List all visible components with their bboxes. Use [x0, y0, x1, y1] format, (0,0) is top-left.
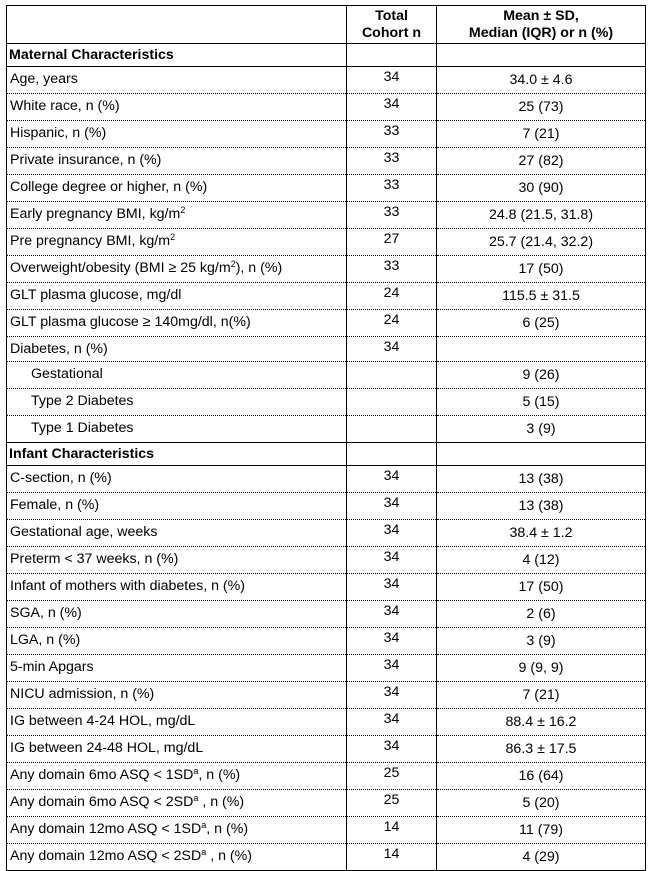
row-label — [7, 736, 347, 763]
row-label-text: Diabetes, n (%) — [10, 341, 108, 357]
table-row — [7, 229, 646, 256]
row-label-text: C-section, n (%) — [10, 470, 112, 487]
row-cohort-n: 24 — [347, 310, 437, 337]
table-row — [7, 790, 646, 817]
row-cohort-n: 34 — [347, 547, 437, 574]
table-row — [7, 520, 646, 547]
section-empty-cell — [347, 443, 437, 466]
row-summary-value — [437, 337, 646, 362]
row-summary-value: 2 (6) — [437, 601, 646, 628]
row-cohort-n: 34 — [347, 94, 437, 121]
row-cohort-n: 34 — [347, 337, 437, 362]
row-label-superscript: a — [201, 820, 207, 831]
row-label — [7, 790, 347, 817]
row-cohort-n: 25 — [347, 763, 437, 790]
row-label-text: Type 1 Diabetes — [31, 420, 134, 437]
row-label — [7, 601, 347, 628]
row-label-superscript: 2 — [230, 259, 236, 269]
row-label-superscript: 2 — [170, 232, 176, 242]
row-label — [7, 389, 347, 416]
table-row — [7, 601, 646, 628]
row-label-text: LGA, n (%) — [10, 632, 81, 649]
row-label — [7, 628, 347, 655]
section-header-row — [7, 443, 646, 466]
row-label-text: Hispanic, n (%) — [10, 125, 107, 141]
row-cohort-n: 33 — [347, 121, 437, 148]
table-row — [7, 763, 646, 790]
row-label-text: GLT plasma glucose, mg/dl — [10, 287, 182, 303]
row-cohort-n: 34 — [347, 574, 437, 601]
row-label-suffix: , n (%) — [206, 821, 249, 838]
row-label-text: Private insurance, n (%) — [10, 152, 162, 168]
row-label — [7, 493, 347, 520]
row-label — [7, 466, 347, 493]
row-label — [7, 229, 347, 256]
row-summary-value: 25 (73) — [437, 94, 646, 121]
row-cohort-n: 34 — [347, 655, 437, 682]
row-summary-value: 30 (90) — [437, 175, 646, 202]
row-label-superscript: 2 — [180, 205, 186, 215]
row-label — [7, 94, 347, 121]
row-label — [7, 547, 347, 574]
table-row — [7, 709, 646, 736]
row-cohort-n: 14 — [347, 817, 437, 844]
table-row — [7, 466, 646, 493]
row-cohort-n — [347, 362, 437, 389]
row-summary-value: 17 (50) — [437, 256, 646, 283]
row-label — [7, 121, 347, 148]
row-cohort-n: 33 — [347, 175, 437, 202]
row-cohort-n — [347, 389, 437, 416]
row-label — [7, 520, 347, 547]
table-row — [7, 67, 646, 94]
section-title: Infant Characteristics — [7, 443, 347, 466]
row-label — [7, 817, 347, 844]
row-cohort-n: 34 — [347, 736, 437, 763]
table-header-row — [7, 6, 646, 44]
row-label-text: Any domain 6mo ASQ < 1SD — [10, 767, 194, 784]
table-body — [7, 44, 646, 871]
row-summary-value: 27 (82) — [437, 148, 646, 175]
row-label-text: Infant of mothers with diabetes, n (%) — [10, 578, 245, 595]
table-row — [7, 493, 646, 520]
row-label-suffix: , n (%) — [198, 794, 245, 811]
row-label-suffix: ), n (%) — [235, 260, 283, 276]
row-summary-value: 9 (9, 9) — [437, 655, 646, 682]
row-label-text: Preterm < 37 weeks, n (%) — [10, 551, 179, 568]
row-cohort-n: 25 — [347, 790, 437, 817]
row-label-text: College degree or higher, n (%) — [10, 179, 208, 195]
table-row — [7, 175, 646, 202]
table-row — [7, 362, 646, 389]
row-label-suffix: , n (%) — [198, 767, 241, 784]
row-summary-value: 9 (26) — [437, 362, 646, 389]
row-label-text: Any domain 12mo ASQ < 1SD — [10, 821, 202, 838]
row-summary-value: 16 (64) — [437, 763, 646, 790]
row-cohort-n: 24 — [347, 283, 437, 310]
row-cohort-n: 34 — [347, 682, 437, 709]
row-cohort-n: 34 — [347, 601, 437, 628]
row-label — [7, 844, 347, 871]
table-row — [7, 655, 646, 682]
row-cohort-n: 33 — [347, 256, 437, 283]
table-row — [7, 547, 646, 574]
row-label-text: Any domain 6mo ASQ < 2SD — [10, 794, 194, 811]
row-cohort-n — [347, 416, 437, 443]
row-cohort-n: 34 — [347, 520, 437, 547]
row-label — [7, 416, 347, 443]
header-total-cohort — [347, 6, 437, 44]
row-summary-value: 17 (50) — [437, 574, 646, 601]
table-row — [7, 817, 646, 844]
row-label-superscript: a — [201, 847, 207, 858]
table-row — [7, 202, 646, 229]
section-empty-cell — [437, 44, 646, 67]
row-label-superscript: a — [193, 766, 199, 777]
row-summary-value: 6 (25) — [437, 310, 646, 337]
row-label — [7, 362, 347, 389]
header-blank-cell — [7, 6, 347, 44]
row-label — [7, 256, 347, 283]
row-label — [7, 709, 347, 736]
row-label — [7, 763, 347, 790]
row-label-text: Age, years — [10, 71, 78, 87]
row-label-text: Any domain 12mo ASQ < 2SD — [10, 848, 202, 865]
row-cohort-n: 33 — [347, 148, 437, 175]
table-row — [7, 310, 646, 337]
row-summary-value: 86.3 ± 17.5 — [437, 736, 646, 763]
characteristics-table-container — [6, 5, 646, 871]
row-summary-value: 5 (15) — [437, 389, 646, 416]
row-label-text: GLT plasma glucose ≥ 140mg/dl, n(%) — [10, 314, 251, 330]
header-total-line2: Cohort n — [361, 25, 422, 41]
row-label — [7, 337, 347, 362]
table-row — [7, 844, 646, 871]
row-label-text: Gestational — [31, 366, 103, 383]
row-label-superscript: a — [193, 793, 199, 804]
row-summary-value: 11 (79) — [437, 817, 646, 844]
section-header-row — [7, 44, 646, 67]
header-summary-stat — [437, 6, 646, 44]
row-label-text: SGA, n (%) — [10, 605, 82, 622]
row-label — [7, 202, 347, 229]
row-label-suffix: , n (%) — [206, 848, 252, 865]
table-row — [7, 736, 646, 763]
table-row — [7, 416, 646, 443]
section-empty-cell — [347, 44, 437, 67]
row-summary-value: 7 (21) — [437, 121, 646, 148]
row-label-text: Overweight/obesity (BMI ≥ 25 kg/m — [10, 260, 231, 276]
header-stat-line1: Mean ± SD, — [503, 8, 579, 24]
row-summary-value: 13 (38) — [437, 466, 646, 493]
row-label-text: IG between 24-48 HOL, mg/dL — [10, 740, 204, 757]
row-cohort-n: 34 — [347, 67, 437, 94]
row-summary-value: 34.0 ± 4.6 — [437, 67, 646, 94]
header-total-line1: Total — [375, 8, 408, 24]
row-label — [7, 67, 347, 94]
section-empty-cell — [437, 443, 646, 466]
row-summary-value: 25.7 (21.4, 32.2) — [437, 229, 646, 256]
row-label — [7, 148, 347, 175]
table-row — [7, 337, 646, 362]
row-cohort-n: 34 — [347, 628, 437, 655]
row-label-text: Early pregnancy BMI, kg/m — [10, 206, 181, 222]
table-row — [7, 94, 646, 121]
row-summary-value: 5 (20) — [437, 790, 646, 817]
row-label — [7, 283, 347, 310]
row-label-text: Type 2 Diabetes — [31, 393, 134, 410]
section-title: Maternal Characteristics — [7, 44, 347, 67]
row-label-text: Gestational age, weeks — [10, 524, 158, 541]
table-row — [7, 682, 646, 709]
row-cohort-n: 14 — [347, 844, 437, 871]
row-label — [7, 655, 347, 682]
row-label — [7, 175, 347, 202]
table-row — [7, 121, 646, 148]
row-label-text: IG between 4-24 HOL, mg/dL — [10, 713, 196, 730]
row-label — [7, 682, 347, 709]
row-cohort-n: 34 — [347, 709, 437, 736]
row-summary-value: 24.8 (21.5, 31.8) — [437, 202, 646, 229]
row-cohort-n: 34 — [347, 493, 437, 520]
table-row — [7, 574, 646, 601]
header-stat-line2: Median (IQR) or n (%) — [468, 25, 614, 41]
row-label-text: White race, n (%) — [10, 98, 120, 114]
row-summary-value: 3 (9) — [437, 416, 646, 443]
row-summary-value: 3 (9) — [437, 628, 646, 655]
row-summary-value: 115.5 ± 31.5 — [437, 283, 646, 310]
characteristics-table — [6, 5, 646, 871]
row-label — [7, 574, 347, 601]
row-label-text: 5-min Apgars — [10, 659, 94, 676]
table-row — [7, 148, 646, 175]
table-row — [7, 256, 646, 283]
row-summary-value: 4 (29) — [437, 844, 646, 871]
row-summary-value: 38.4 ± 1.2 — [437, 520, 646, 547]
table-row — [7, 283, 646, 310]
row-summary-value: 4 (12) — [437, 547, 646, 574]
row-label — [7, 310, 347, 337]
row-label-text: NICU admission, n (%) — [10, 686, 155, 703]
row-cohort-n: 33 — [347, 202, 437, 229]
table-row — [7, 628, 646, 655]
row-label-text: Pre pregnancy BMI, kg/m — [10, 233, 171, 249]
table-row — [7, 389, 646, 416]
row-summary-value: 88.4 ± 16.2 — [437, 709, 646, 736]
row-summary-value: 13 (38) — [437, 493, 646, 520]
row-cohort-n: 34 — [347, 466, 437, 493]
row-cohort-n: 27 — [347, 229, 437, 256]
row-label-text: Female, n (%) — [10, 497, 100, 514]
row-summary-value: 7 (21) — [437, 682, 646, 709]
